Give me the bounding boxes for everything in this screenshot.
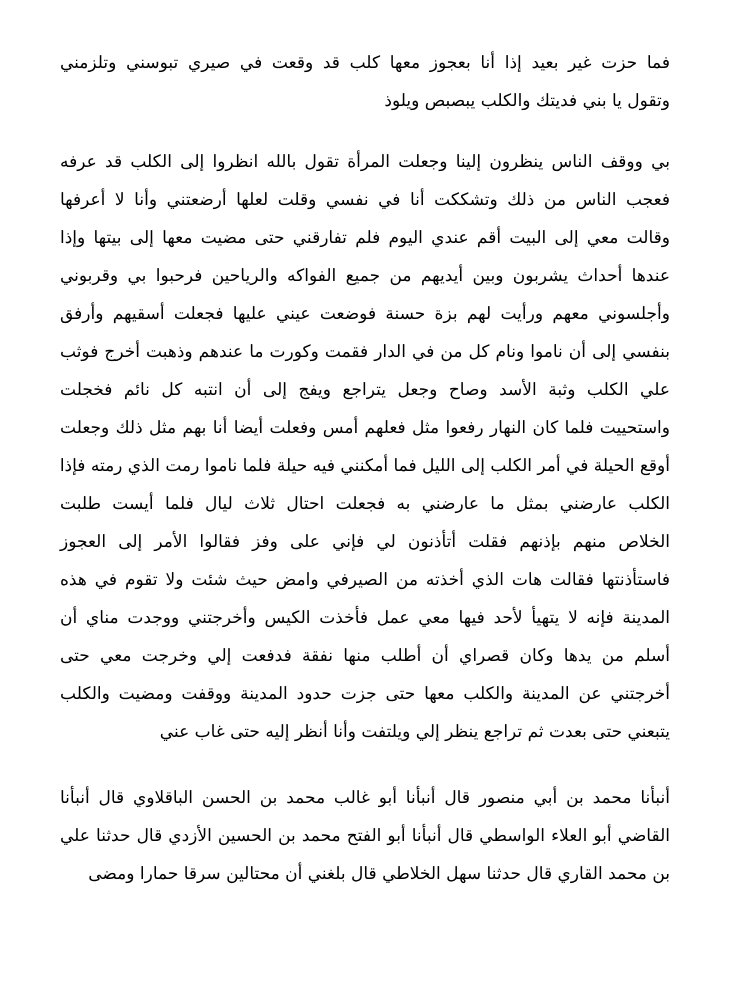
text-line: فما حزت غير بعيد إذا أنا بعجوز معها كلب قد وقعت في صيري تبوسني وتلزمني (60, 53, 670, 73)
text-line: القاضي أبو العلاء الواسطي قال أنبأنا أبو الفتح محمد بن الحسين الأزدي قال حدثنا علي (60, 826, 670, 846)
text-line: عندها أحداث يشربون وبين أيديهم من جميع الفواكه والرياحين فرحبوا بي وقربوني (60, 266, 670, 286)
text-line: أوقع الحيلة في أمر الكلب إلى الليل فما أمكنني فيه حيلة فلما ناموا رمت الذي رمته فإذا (59, 456, 670, 476)
paragraph-2 (60, 143, 670, 751)
text-line: الخلاص منهم بإذنهم فقلت أتأذنون لي فإني على وفز فقالوا الأمر إلى العجوز (60, 532, 670, 552)
text-line: أخرجتني عن المدينة والكلب معها حتى جزت حدود المدينة ووقفت ومضيت والكلب (60, 684, 670, 704)
text-line: بي ووقف الناس ينظرون إلينا وجعلت المرأة تقول بالله انظروا إلى الكلب قد عرفه (60, 152, 670, 172)
text-line: واستحييت فلما كان النهار رفعوا مثل فعلهم أمس وفعلت أيضا أنا بهم مثل ذلك وجعلت (60, 418, 670, 438)
text-line: فعجب الناس من ذلك وتشككت أنا في نفسي وقلت لعلها أرضعتني وأنا لا أعرفها (60, 190, 670, 210)
text-line: الكلب عارضني بمثل ما عارضني به فجعلت احتال ثلاث ليال فلما أيست طلبت (60, 494, 670, 514)
text-line: وتقول يا بني فديتك والكلب يبصبص ويلوذ (384, 91, 670, 111)
text-line: وأجلسوني معهم ورأيت لهم بزة حسنة فوضعت عيني عليها فجعلت أسقيهم وأرفق (60, 304, 670, 324)
text-line: أسلم من يدها وكان قصراي أن أطلب منها نفقة فدفعت إلي وخرجت معي حتى (60, 646, 670, 666)
text-line: علي الكلب وثبة الأسد وصاح وجعل يتراجع ويفج إلى أن انتبه كل نائم فخجلت (60, 380, 670, 400)
text-line: بن محمد القاري قال حدثنا سهل الخلاطي قال بلغني أن محتالين سرقا حمارا ومضى (88, 864, 670, 884)
paragraph-3 (60, 779, 670, 893)
text-line: فاستأذنتها فقالت هات الذي أخذته من الصيرفي وامض حيث شئت ولا تقوم في هذه (60, 570, 670, 590)
text-line: وقالت معي إلى البيت أقم عندي اليوم فلم تفارقني حتى مضيت معها إلى بيتها وإذا (60, 228, 670, 248)
text-line: يتبعني حتى بعدت ثم تراجع ينظر إلي ويلتفت وأنا أنظر إليه حتى غاب عني (159, 722, 670, 742)
text-line: بنفسي إلى أن ناموا ونام كل من في الدار فقمت وكورت ما عندهم وذهبت أخرج فوثب (60, 342, 670, 362)
text-line: المدينة فإنه لا يتهيأ لأحد فيها معي عمل فأخذت الكيس وأخرجتني ووجدت مناي أن (60, 608, 670, 628)
text-line: أنبأنا محمد بن أبي منصور قال أنبأنا أبو غالب محمد بن الحسن الباقلاوي قال أنبأنا (60, 788, 670, 808)
paragraph-1 (60, 44, 670, 120)
